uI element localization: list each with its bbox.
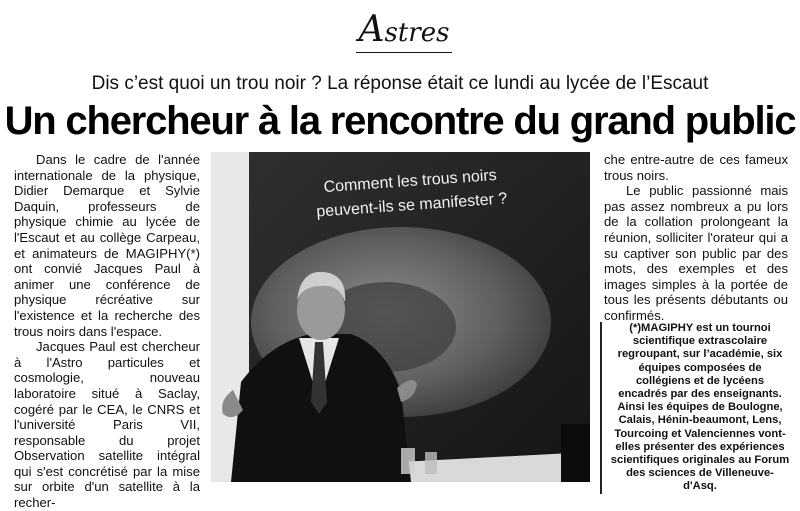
rubric-initial: A <box>358 9 385 50</box>
footnote-box: (*)MAGIPHY est un tournoi scientifique extrascolaire regroupant, sur l’académie, six équipes composées de collégiens et de lycéens encadrés par des enseignants. Ainsi les équipes de Boulogne, Calais, Hénin-beaumont, Lens, Tourcoing et Valenciennes vont-elles présenter des expériences scientifiques originales au Forum des sciences de Villeneuve-d'Asq. <box>600 322 790 494</box>
lecture-photo <box>211 152 590 482</box>
slide-caption-line-2: peuvent-ils se manifester ? <box>315 190 508 221</box>
right-paragraph-2: Le public passionné mais pas assez nombreux a pu lors de la collation prolongeant la réunion, solliciter l'orateur qui a su captiver son public par des mots, des exemples et des images simples à la portée de tous les présents débutants ou confirmés. <box>604 183 788 323</box>
right-text-column <box>604 152 788 324</box>
left-paragraph-2: Jacques Paul est chercheur à l'Astro particules et cosmologie, nouveau laboratoire situé à Saclay, cogéré par le CEA, le CNRS et l'université Paris VII, responsable du projet Observation satellite intégral qui s'est concrétisé par la mise sur orbite d'un satellite à la recher- <box>14 339 200 511</box>
section-rubric <box>356 8 452 53</box>
rubric-rest: stres <box>384 18 450 48</box>
article-kicker: Dis c’est quoi un trou noir ? La réponse était ce lundi au lycée de l’Escaut <box>91 73 709 94</box>
left-paragraph-1: Dans le cadre de l'année internationale de la physique, Didier Demarque et Sylvie Daquin, professeurs de physique chimie au lycée de l'Escaut et au collège Carpeau, et animateurs de MAGIPHY(*) ont convié Jacques Paul à animer une conférence de physique récréative sur l'existence et la recherche des trous noirs dans l'espace. <box>14 152 200 339</box>
left-text-column <box>14 152 200 511</box>
slide-caption-line-1: Comment les trous noirs <box>323 167 498 197</box>
article-headline: Un chercheur à la rencontre du grand public <box>4 99 796 143</box>
right-paragraph-1: che entre-autre de ces fameux trous noirs. <box>604 152 788 183</box>
